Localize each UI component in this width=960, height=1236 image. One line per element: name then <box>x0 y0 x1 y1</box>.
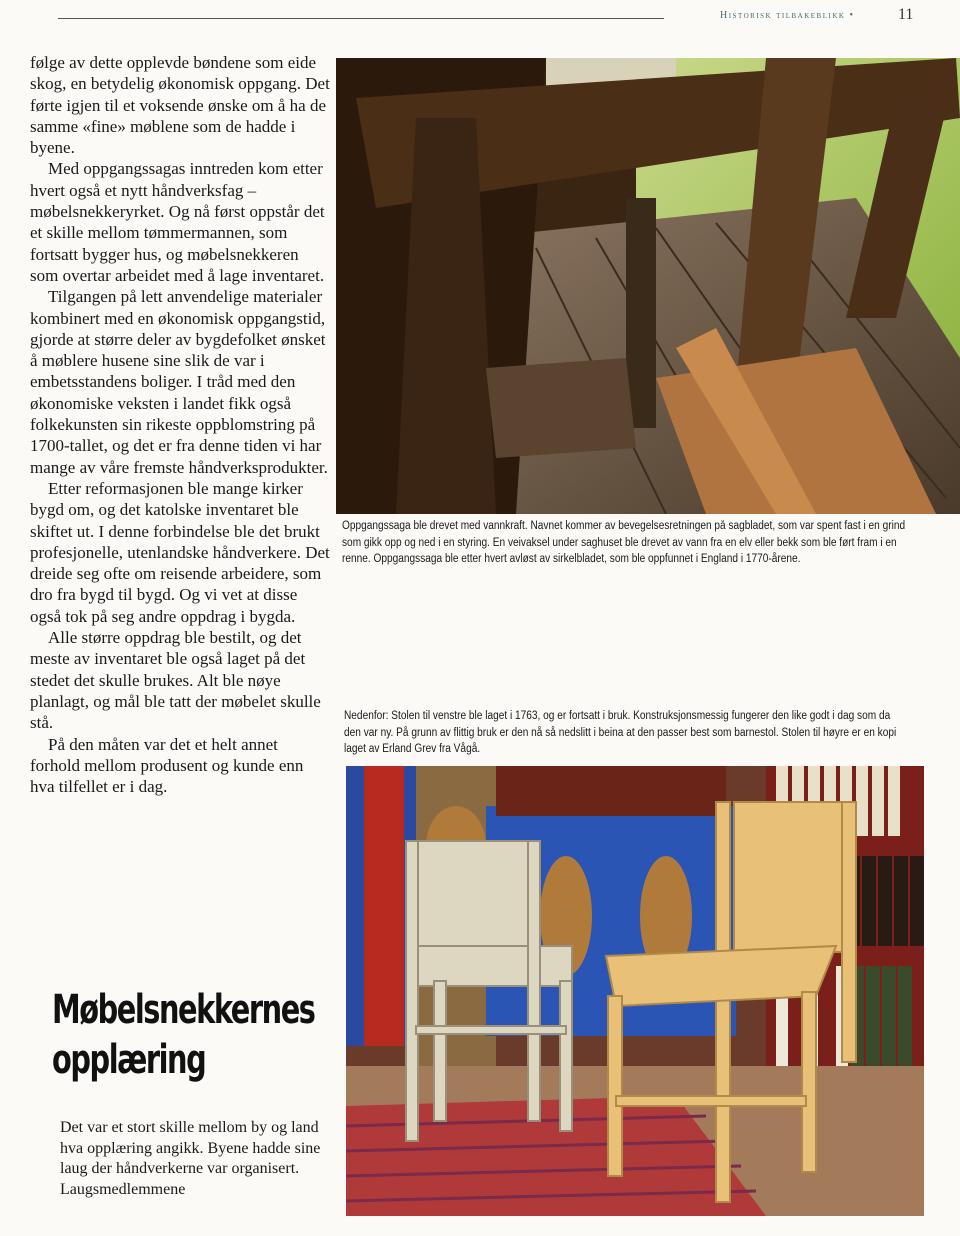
body-paragraph: Med oppgangssagas inntreden kom etter hvert også et nytt håndverksfag – møbelsnekkeryrket. Og nå først oppstår det et skille mellom tømmermannen, som fortsatt bygger hus, og møbelsnekkeren som overtar arbeidet med å lage inventaret. <box>30 159 325 285</box>
page-number: 11 <box>898 6 914 23</box>
section-intro: Det var et stort skille mellom by og land hva opplæring angikk. Byene hadde sine laug der håndverkerne var organisert. Laugsmedlemmene <box>60 1119 321 1198</box>
header-rule <box>58 18 664 19</box>
body-paragraph: Etter reformasjonen ble mange kirker bygd om, og det katolske inventaret ble skiftet ut. I denne forbindelse ble det brukt profesjonelle, utenlandske håndverkere. Det dreide seg ofte om reisende arbeidere, som dro fra bygd til bygd. Og vi vet at disse også tok på seg andre oppdrag i bygda. <box>30 478 330 626</box>
section-heading: Møbelsnekkernes opplæring <box>52 987 315 1083</box>
body-paragraph: På den måten var det et helt annet forhold mellom produsent og kunde enn hva tilfellet er i dag. <box>30 734 304 797</box>
sawmill-caption: Oppgangssaga ble drevet med vannkraft. Navnet kommer av bevegelsesretningen på sagbladet, som var spent fast i en grind som gikk opp og ned i en styring. En veivaksel under saghuset ble drevet av vann fra en elv eller bekk som ble ført fram i en renne. Oppgangssaga ble etter hvert avløst av sirkelbladet, som ble oppfunnet i England i 1770-årene. <box>342 520 906 565</box>
body-paragraph: Alle større oppdrag ble bestilt, og det meste av inventaret ble også laget på det stedet det skulle brukes. Alt ble nøye planlagt, og mål ble tatt der møbelet skulle stå. <box>30 628 321 733</box>
chairs-illustration <box>346 766 924 1216</box>
sawmill-photo <box>336 58 960 514</box>
body-paragraph: Tilgangen på lett anvendelige materialer kombinert med en økonomisk oppgangstid, gjorde at større deler av bygdefolket ønsket å møblere husene sine slik de var i embetsstandens boliger. I tråd med den økonomiske veksten i landet fikk også folkekunsten sin rikeste oppblomstring på 1700-tallet, og det er fra denne tiden vi har mange av våre fremste håndverksprodukter. <box>30 287 328 477</box>
chairs-caption: Nedenfor: Stolen til venstre ble laget i 1763, og er fortsatt i bruk. Konstruksjonsmessig fungerer den like godt i dag som da den var ny. På grunn av flittig bruk er den nå så nedslitt i beina at den passer best som barnestol. Stolen til høyre er en kopi laget av Erland Grev fra Vågå. <box>344 710 897 755</box>
body-paragraph: følge av dette opplevde bøndene som eide skog, en betydelig økonomisk oppgang. Det førte igjen til et voksende ønske om å ha de samme «fine» møblene som de hadde i byene. <box>30 53 330 158</box>
chairs-photo <box>346 766 924 1216</box>
sawmill-illustration <box>336 58 960 514</box>
body-column <box>30 52 330 797</box>
running-head: Historisk tilbakeblikk • <box>720 10 855 21</box>
